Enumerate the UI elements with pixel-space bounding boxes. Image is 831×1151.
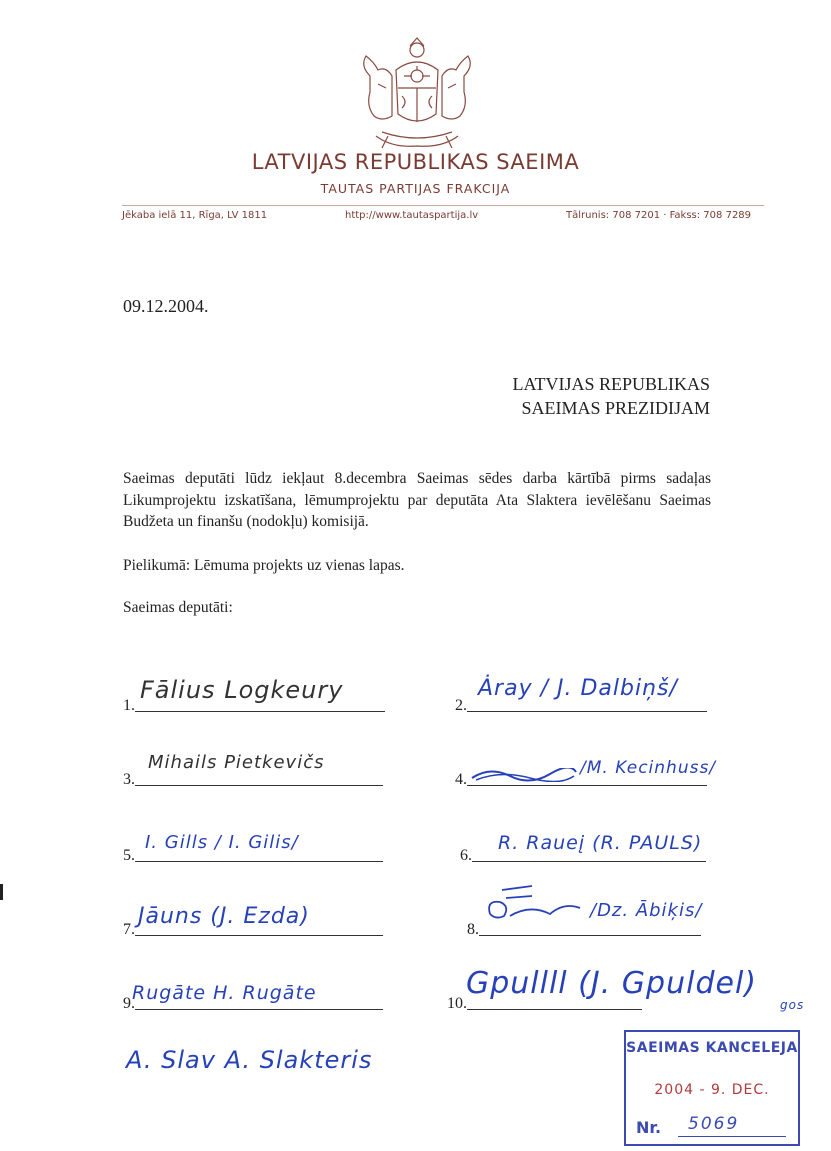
stamp-date: 2004 - 9. DEC.	[654, 1082, 770, 1098]
phone-fax: Tālrunis: 708 7201 · Fakss: 708 7289	[566, 210, 752, 221]
handwritten-signature: Jāuns (J. Ezda)	[138, 904, 310, 929]
recipient-block	[470, 372, 710, 420]
recipient-line: LATVIJAS REPUBLIKAS	[512, 374, 710, 394]
header-divider	[122, 205, 764, 206]
signers-heading: Saeimas deputāti:	[123, 599, 233, 616]
signature-number: 9.	[123, 995, 135, 1012]
signature-number: 7.	[123, 921, 135, 938]
handwritten-signature: R. Raueį (R. PAULS)	[498, 832, 703, 854]
signature-number: 6.	[460, 847, 472, 864]
signature-number: 8.	[467, 921, 479, 938]
scan-edge-mark	[0, 884, 3, 900]
organization-subtitle: TAUTAS PARTIJAS FRAKCIJA	[320, 181, 511, 196]
signature-number: 2.	[455, 697, 467, 714]
registration-stamp	[624, 1030, 800, 1146]
signature-number: 5.	[123, 847, 135, 864]
letter-body: Saeimas deputāti lūdz iekļaut 8.decembra Saeimas sēdes darba kārtībā pirms sadaļas Likumprojektu izskatīšana, lēmumprojektu par deputāta Ata Slaktera ievēlēšanu Saeimas Budžeta un finanšu (nodokļu) komisijā.	[123, 470, 711, 530]
signature-number: 10.	[447, 995, 467, 1012]
handwritten-signature: Fālius Logkeury	[140, 676, 344, 704]
recipient-line: SAEIMAS PREZIDIJAM	[521, 398, 710, 418]
handwritten-signature: Gpullll (J. Gpuldel)	[466, 966, 757, 1001]
handwritten-signature: Mihails Pietkevičs	[148, 752, 325, 773]
signature-number: 3.	[123, 771, 135, 788]
signature-number: 1.	[123, 697, 135, 714]
stamp-number-value: 5069	[688, 1114, 740, 1134]
handwritten-signature: /Dz. Ābiķis/	[590, 900, 703, 921]
handwritten-signature: A. Slav A. Slakteris	[126, 1046, 373, 1074]
signature-line-3	[123, 771, 383, 789]
letter-date: 09.12.2004.	[123, 296, 209, 316]
stamp-title: SAEIMAS KANCELEJA	[626, 1040, 798, 1056]
address: Jēkaba ielā 11, Rīga, LV 1811	[122, 210, 268, 221]
handwritten-signature: Ȧray / J. Dalbiņš/	[478, 676, 678, 701]
website-link[interactable]: http://www.tautaspartija.lv	[345, 210, 479, 221]
margin-note: gos	[780, 998, 805, 1012]
coat-of-arms-icon	[352, 36, 482, 154]
stamp-number-line	[678, 1136, 786, 1137]
scribbled-signature-icon	[470, 768, 578, 782]
organization-title: LATVIJAS REPUBLIKAS SAEIMA	[251, 150, 580, 174]
signature-number: 4.	[455, 771, 467, 788]
handwritten-signature: Rugāte H. Rugāte	[132, 982, 317, 1004]
handwritten-signature: /M. Kecinhuss/	[580, 758, 717, 778]
scribbled-signature-icon	[480, 884, 584, 924]
attachment-note: Pielikumā: Lēmuma projekts uz vienas lapas.	[123, 557, 405, 574]
stamp-number-label: Nr.	[636, 1118, 662, 1137]
handwritten-signature: I. Gills / I. Gilis/	[145, 832, 299, 853]
